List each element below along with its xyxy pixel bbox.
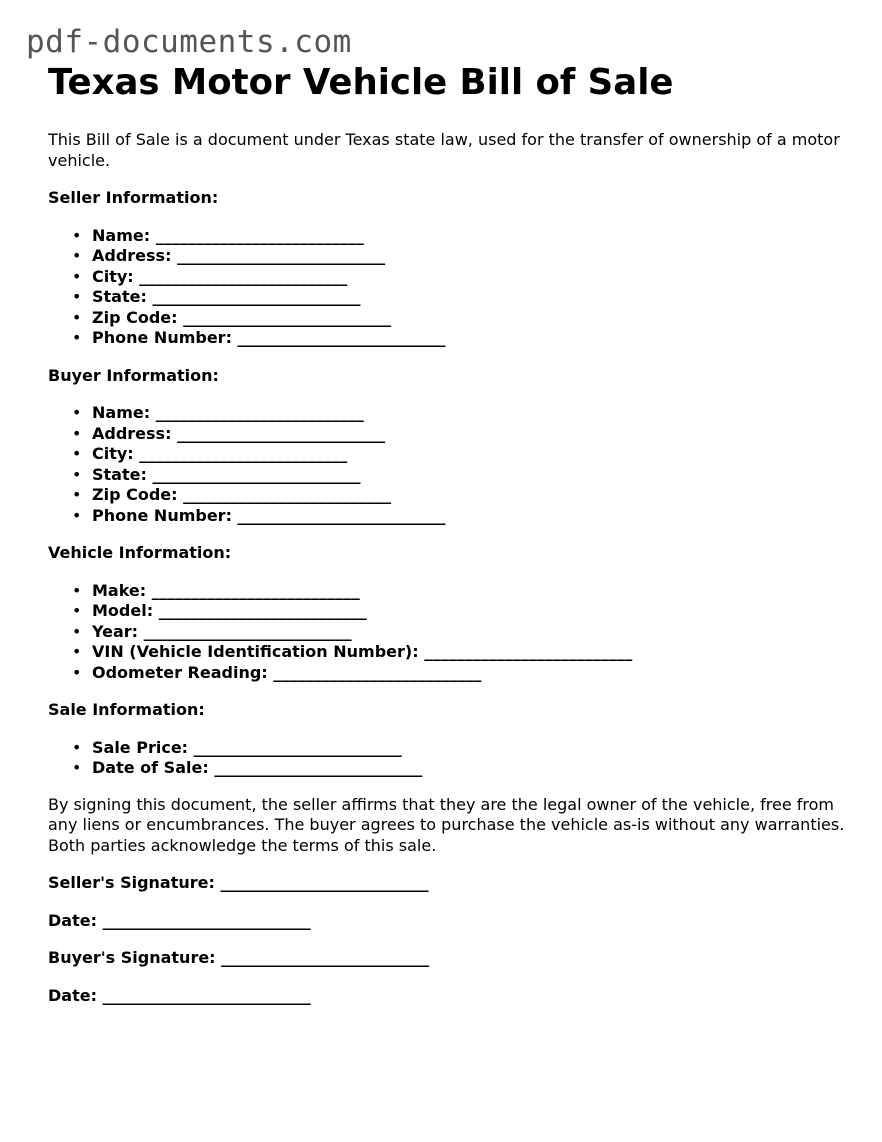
blank-line: __________________________ bbox=[102, 985, 311, 1005]
sale-field-list bbox=[48, 738, 848, 779]
vehicle-make-field[interactable]: • Make: __________________________ bbox=[72, 580, 360, 600]
bullet-icon: • bbox=[72, 225, 82, 245]
bullet-icon: • bbox=[72, 758, 82, 777]
blank-line: __________________________ bbox=[273, 662, 482, 682]
blank-line: __________________________ bbox=[158, 601, 367, 620]
seller-address-field[interactable]: • Address: __________________________ bbox=[72, 246, 386, 265]
sale-price-field[interactable]: • Sale Price: __________________________ bbox=[72, 737, 402, 757]
blank-line: __________________________ bbox=[155, 225, 364, 245]
sale-section-heading: Sale Information: bbox=[48, 700, 205, 719]
buyer-state-field[interactable]: • State: __________________________ bbox=[72, 464, 361, 484]
blank-line: __________________________ bbox=[183, 307, 392, 327]
bullet-icon: • bbox=[72, 403, 82, 422]
buyer-phone-field[interactable]: • Phone Number: __________________________ bbox=[72, 505, 446, 525]
bullet-icon: • bbox=[72, 485, 82, 504]
blank-line: __________________________ bbox=[221, 948, 430, 967]
blank-line: __________________________ bbox=[143, 621, 352, 641]
buyer-field-list bbox=[48, 403, 848, 526]
document-page bbox=[48, 62, 848, 1006]
bullet-icon: • bbox=[72, 662, 82, 682]
seller-zip-field[interactable]: • Zip Code: __________________________ bbox=[72, 307, 392, 327]
blank-line: __________________________ bbox=[151, 580, 360, 600]
blank-line: __________________________ bbox=[193, 737, 402, 757]
seller-name-field[interactable]: • Name: __________________________ bbox=[72, 225, 364, 245]
seller-state-field[interactable]: • State: __________________________ bbox=[72, 287, 361, 306]
vehicle-vin-field[interactable]: • VIN (Vehicle Identification Number): __________________________ bbox=[72, 642, 633, 661]
intro-paragraph: This Bill of Sale is a document under Texas state law, used for the transfer of ownership of a motor vehicle. bbox=[48, 130, 840, 170]
bullet-icon: • bbox=[72, 580, 82, 600]
blank-line: __________________________ bbox=[177, 423, 386, 443]
blank-line: __________________________ bbox=[139, 444, 348, 463]
blank-line: __________________________ bbox=[237, 328, 446, 347]
bullet-icon: • bbox=[72, 266, 82, 286]
seller-phone-field[interactable]: • Phone Number: __________________________ bbox=[72, 328, 446, 347]
blank-line: __________________________ bbox=[152, 287, 361, 306]
blank-line: __________________________ bbox=[177, 246, 386, 265]
blank-line: __________________________ bbox=[424, 642, 633, 661]
bullet-icon: • bbox=[72, 328, 82, 347]
bullet-icon: • bbox=[72, 601, 82, 620]
buyer-zip-field[interactable]: • Zip Code: __________________________ bbox=[72, 485, 392, 504]
blank-line: __________________________ bbox=[183, 485, 392, 504]
vehicle-model-field[interactable]: • Model: __________________________ bbox=[72, 601, 367, 620]
bullet-icon: • bbox=[72, 737, 82, 757]
blank-line: __________________________ bbox=[102, 910, 311, 930]
watermark: pdf-documents.com bbox=[26, 24, 352, 60]
seller-signature-field[interactable]: Seller's Signature: __________________________ bbox=[48, 873, 429, 892]
bullet-icon: • bbox=[72, 246, 82, 265]
buyer-section-heading: Buyer Information: bbox=[48, 365, 219, 385]
page-title: Texas Motor Vehicle Bill of Sale bbox=[48, 62, 674, 103]
blank-line: __________________________ bbox=[155, 403, 364, 422]
seller-city-field[interactable]: • City: __________________________ bbox=[72, 266, 348, 286]
seller-date-field[interactable]: Date: __________________________ bbox=[48, 910, 311, 930]
vehicle-field-list bbox=[48, 581, 848, 684]
buyer-name-field[interactable]: • Name: __________________________ bbox=[72, 403, 364, 422]
bullet-icon: • bbox=[72, 444, 82, 463]
buyer-city-field[interactable]: • City: __________________________ bbox=[72, 444, 348, 463]
seller-field-list bbox=[48, 226, 848, 349]
blank-line: __________________________ bbox=[220, 873, 429, 892]
bullet-icon: • bbox=[72, 621, 82, 641]
vehicle-odometer-field[interactable]: • Odometer Reading: __________________________ bbox=[72, 662, 482, 682]
bullet-icon: • bbox=[72, 423, 82, 443]
seller-section-heading: Seller Information: bbox=[48, 188, 219, 207]
buyer-address-field[interactable]: • Address: __________________________ bbox=[72, 423, 386, 443]
blank-line: __________________________ bbox=[214, 758, 423, 777]
blank-line: __________________________ bbox=[139, 266, 348, 286]
vehicle-year-field[interactable]: • Year: __________________________ bbox=[72, 621, 352, 641]
bullet-icon: • bbox=[72, 464, 82, 484]
closing-paragraph: By signing this document, the seller affirms that they are the legal owner of the vehicle, free from any liens or encumbrances. The buyer agrees to purchase the vehicle as-is without any warranties. Both parties acknowledge the terms of this sale. bbox=[48, 794, 845, 855]
buyer-signature-field[interactable]: Buyer's Signature: __________________________ bbox=[48, 948, 430, 967]
buyer-date-field[interactable]: Date: __________________________ bbox=[48, 985, 311, 1005]
sale-date-field[interactable]: • Date of Sale: __________________________ bbox=[72, 758, 423, 777]
blank-line: __________________________ bbox=[152, 464, 361, 484]
bullet-icon: • bbox=[72, 307, 82, 327]
bullet-icon: • bbox=[72, 505, 82, 525]
bullet-icon: • bbox=[72, 287, 82, 306]
bullet-icon: • bbox=[72, 642, 82, 661]
vehicle-section-heading: Vehicle Information: bbox=[48, 543, 232, 562]
blank-line: __________________________ bbox=[237, 505, 446, 525]
